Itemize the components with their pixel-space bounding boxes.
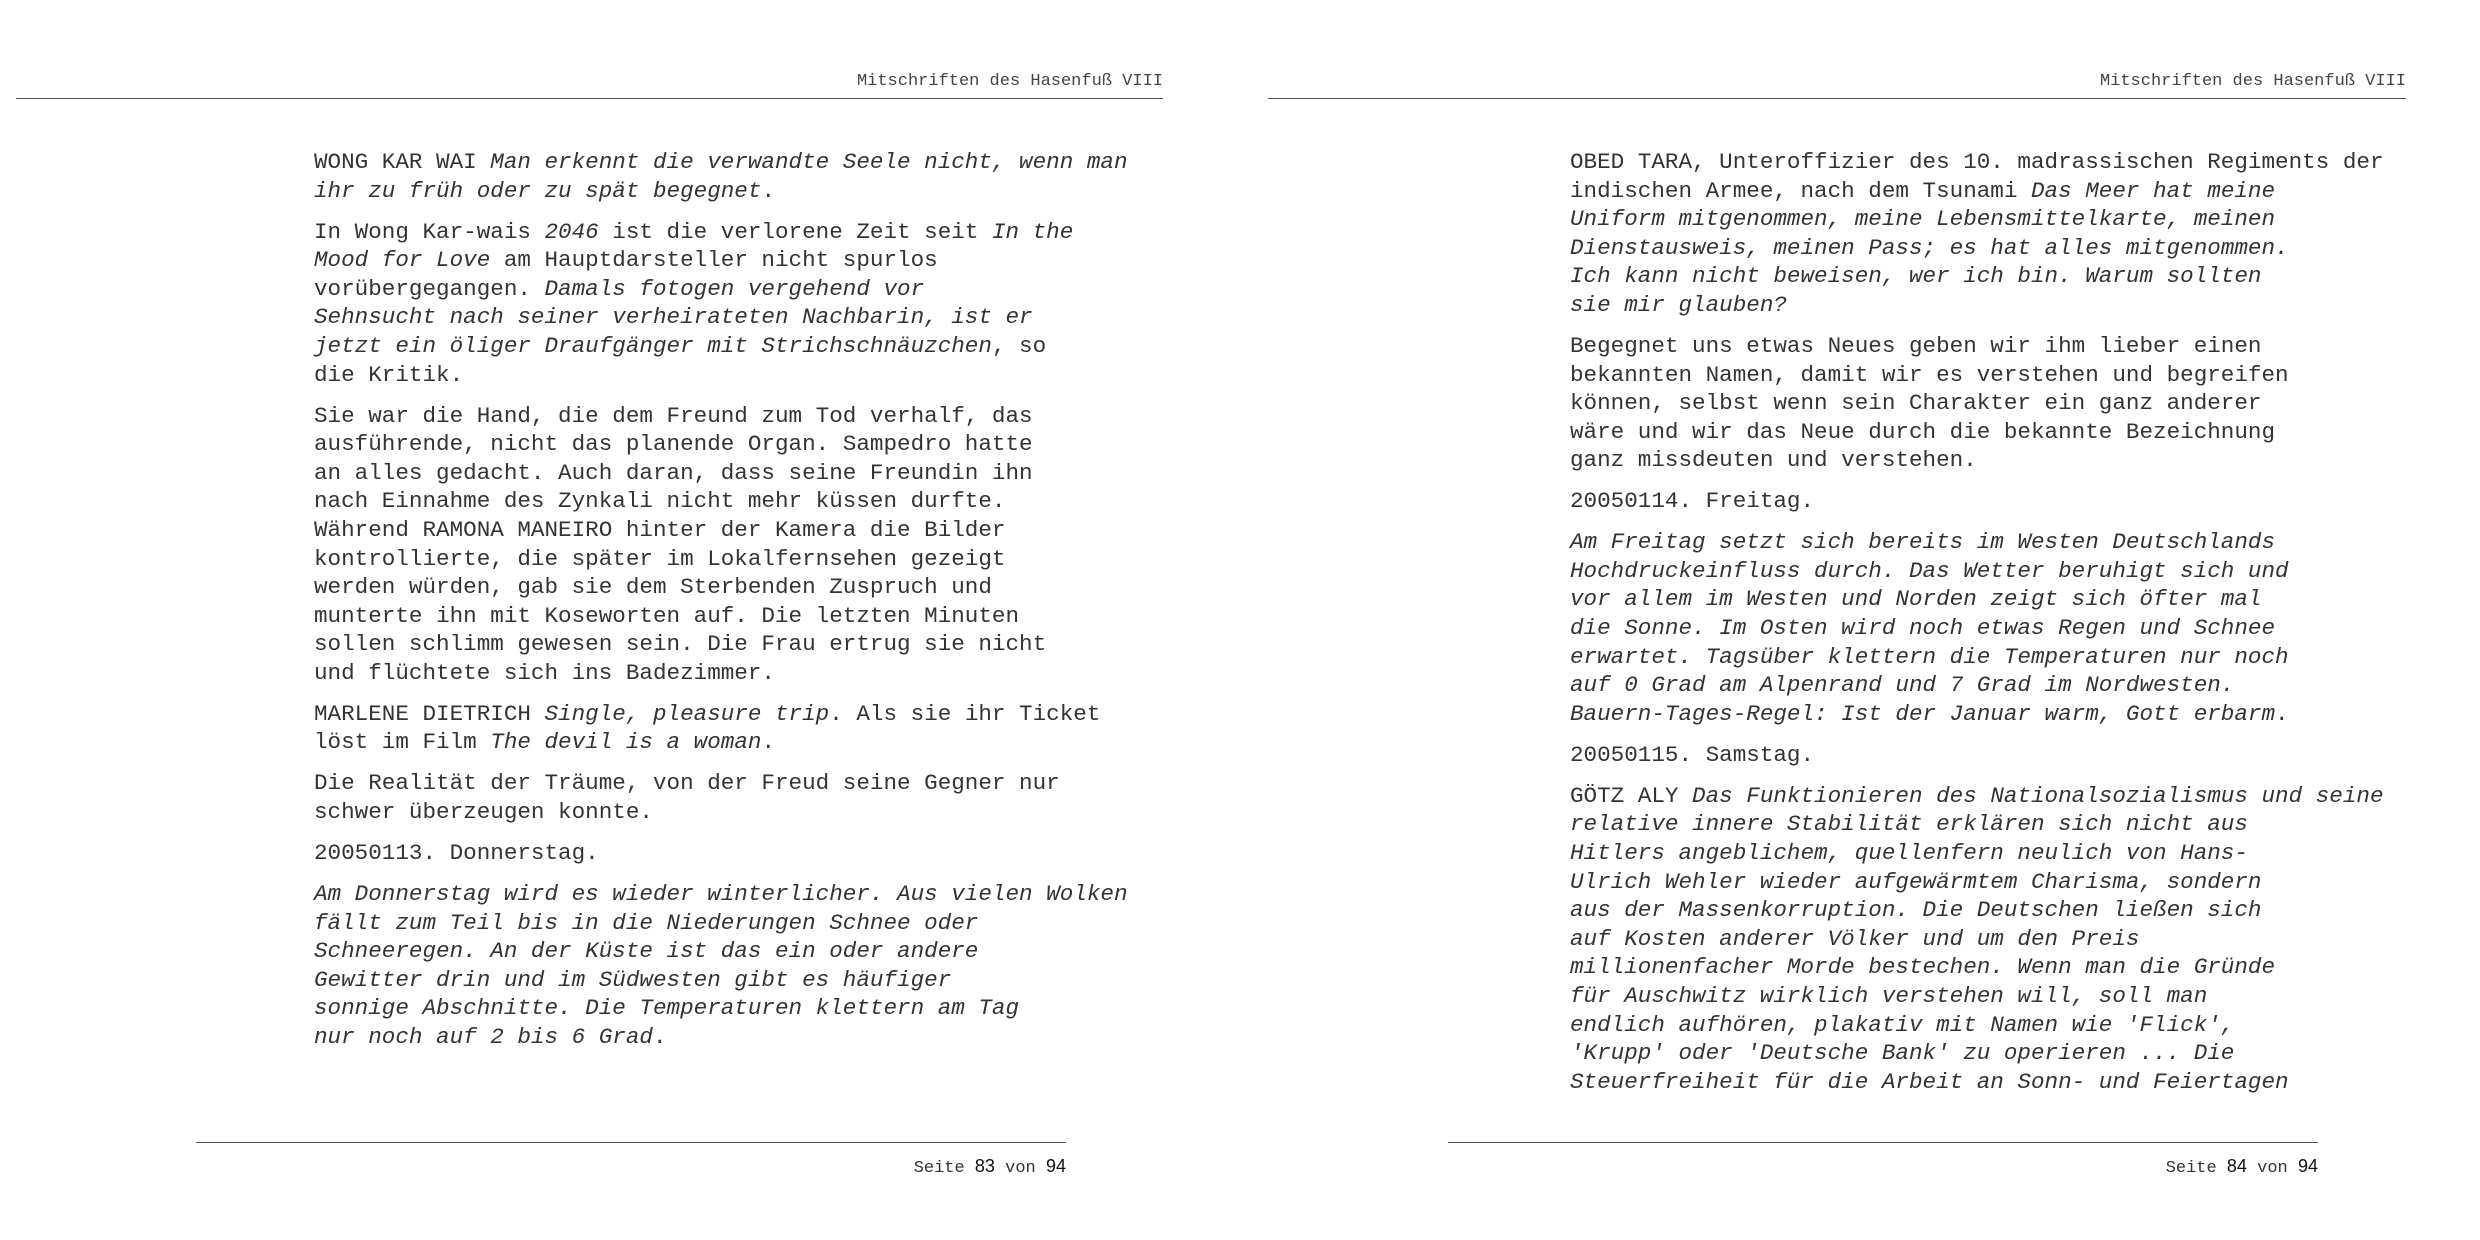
text-run: ist die verlorene Zeit seit: [598, 218, 992, 245]
text-line: [314, 148, 1128, 177]
italic-text: Sehnsucht nach seiner verheirateten Nachbarin, ist er: [314, 304, 1033, 331]
text-run: löst im Film: [314, 729, 491, 756]
paragraph: [314, 880, 1128, 1052]
text-run: In Wong Kar-wais: [314, 218, 545, 245]
text-line: [1570, 671, 2380, 700]
footer-prefix: Seite: [913, 1159, 975, 1178]
text-run: vorübergegangen.: [314, 275, 545, 302]
italic-text: aus der Massenkorruption. Die Deutschen ließen sich: [1570, 897, 2262, 924]
italic-text: sonnige Abschnitte. Die Temperaturen klettern am Tag: [314, 995, 1020, 1022]
page-footer: [1918, 1156, 2318, 1178]
italic-text: für Auschwitz wirklich verstehen will, soll man: [1570, 982, 2208, 1009]
text-run: ganz missdeuten und verstehen.: [1570, 447, 1977, 474]
text-line: [1570, 291, 2380, 320]
page-total: 94: [2297, 1156, 2318, 1176]
text-run: die Kritik.: [314, 361, 464, 388]
text-line: [1570, 643, 2380, 672]
italic-text: millionenfacher Morde bestechen. Wenn man die Gründe: [1570, 954, 2276, 981]
text-run: Sie war die Hand, die dem Freund zum Tod verhalf, das: [314, 402, 1033, 429]
footer-separator: von: [994, 1159, 1046, 1178]
text-line: [314, 303, 1124, 332]
paragraph: [1570, 741, 2380, 770]
italic-text: sie mir glauben?: [1570, 291, 1787, 318]
paragraph: [314, 148, 1128, 205]
paragraph: [314, 839, 1124, 868]
text-line: [314, 246, 1124, 275]
right-page: [1240, 0, 2480, 1240]
text-line: [1570, 925, 2380, 954]
italic-text: die Sonne. Im Osten wird noch etwas Regen und Schnee: [1570, 615, 2276, 642]
text-run: OBED TARA, Unteroffizier des 10. madrassischen Regiments der: [1570, 149, 2384, 175]
text-line: [1570, 361, 2380, 390]
italic-text: Bauern-Tages-Regel: Ist der Januar warm, Gott erbarm: [1570, 700, 2276, 727]
text-run: Begegnet uns etwas Neues geben wir ihm lieber einen: [1570, 332, 2262, 359]
italic-text: erwartet. Tagsüber klettern die Temperaturen nur noch: [1570, 643, 2289, 670]
text-line: [314, 545, 1124, 574]
text-line: [314, 700, 1124, 729]
text-line: [314, 430, 1124, 459]
page-body: [1570, 148, 2384, 1109]
text-run: .: [652, 1023, 667, 1050]
italic-text: auf 0 Grad am Alpenrand und 7 Grad im Nordwesten.: [1570, 672, 2235, 699]
running-header: Mitschriften des Hasenfuß VIII: [2099, 72, 2406, 91]
text-line: [1570, 982, 2380, 1011]
text-line: [1570, 528, 2380, 557]
text-line: [1570, 177, 2380, 206]
italic-text: Am Freitag setzt sich bereits im Westen Deutschlands: [1570, 529, 2276, 556]
text-line: [314, 177, 1124, 206]
header-rule: [16, 98, 1163, 99]
text-line: [314, 487, 1124, 516]
italic-text: vor allem im Westen und Norden zeigt sich öfter mal: [1570, 586, 2262, 613]
text-run: 20050113. Donnerstag.: [314, 840, 599, 867]
page-body: [314, 148, 1128, 1064]
italic-text: auf Kosten anderer Völker und um den Preis: [1570, 925, 2140, 952]
paragraph: [314, 700, 1124, 757]
text-run: , so: [991, 332, 1047, 359]
text-line: [1570, 782, 2384, 811]
running-header: Mitschriften des Hasenfuß VIII: [856, 72, 1163, 91]
text-run: . Als sie ihr Ticket: [829, 700, 1101, 727]
text-line: [1570, 896, 2380, 925]
text-run: wäre und wir das Neue durch die bekannte Bezeichnung: [1570, 418, 2276, 445]
italic-text: Uniform mitgenommen, meine Lebensmittelkarte, meinen: [1570, 206, 2276, 233]
text-line: [314, 966, 1124, 995]
text-line: [1570, 585, 2380, 614]
paragraph: [1570, 332, 2380, 475]
text-line: [314, 361, 1124, 390]
text-line: [1570, 700, 2380, 729]
text-line: [314, 516, 1124, 545]
text-run: Die Realität der Träume, von der Freud seine Gegner nur: [314, 770, 1060, 797]
text-run: bekannten Namen, damit wir es verstehen und begreifen: [1570, 361, 2289, 388]
header-rule: [1268, 98, 2406, 99]
text-line: [314, 659, 1124, 688]
text-run: am Hauptdarsteller nicht spurlos: [490, 247, 938, 274]
page-total: 94: [1045, 1156, 1066, 1176]
italic-text: relative innere Stabilität erklären sich nicht aus: [1570, 811, 2248, 838]
italic-text: Dienstausweis, meinen Pass; es hat alles mitgenommen.: [1570, 234, 2289, 261]
italic-text: Ulrich Wehler wieder aufgewärmtem Charisma, sondern: [1570, 868, 2262, 895]
text-line: [1570, 614, 2380, 643]
text-line: [1570, 1039, 2380, 1068]
italic-text: nur noch auf 2 bis 6 Grad: [314, 1023, 653, 1050]
page-number: 83: [974, 1156, 995, 1176]
italic-text: 'Krupp' oder 'Deutsche Bank' zu operieren ... Die: [1570, 1040, 2235, 1067]
italic-text: Schneeregen. An der Küste ist das ein oder andere: [314, 938, 979, 965]
italic-text: Das Funktionieren des Nationalsozialismus und seine: [1692, 782, 2384, 809]
text-run: WONG KAR WAI: [314, 149, 491, 175]
text-run: MARLENE DIETRICH: [314, 700, 545, 727]
paragraph: [314, 402, 1124, 688]
page-number: 84: [2226, 1156, 2247, 1176]
italic-text: Ich kann nicht beweisen, wer ich bin. Warum sollten: [1570, 263, 2262, 290]
italic-text: Das Meer hat meine: [2031, 177, 2276, 204]
footer-separator: von: [2246, 1159, 2298, 1178]
text-line: [1570, 446, 2380, 475]
text-line: [1570, 332, 2380, 361]
text-run: munterte ihn mit Koseworten auf. Die letzten Minuten: [314, 602, 1020, 629]
text-line: [1570, 953, 2380, 982]
text-line: [1570, 487, 2380, 516]
text-line: [314, 459, 1124, 488]
text-line: [314, 909, 1124, 938]
text-run: ausführende, nicht das planende Organ. Sampedro hatte: [314, 431, 1033, 458]
italic-text: fällt zum Teil bis in die Niederungen Schnee oder: [314, 909, 979, 936]
footer-prefix: Seite: [2165, 1159, 2227, 1178]
italic-text: jetzt ein öliger Draufgänger mit Strichschnäuzchen: [314, 332, 992, 359]
italic-text: Hochdruckeinfluss durch. Das Wetter beruhigt sich und: [1570, 557, 2289, 584]
text-run: GÖTZ ALY: [1570, 782, 1693, 809]
text-line: [1570, 389, 2380, 418]
italic-text: Man erkennt die verwandte Seele nicht, wenn man: [490, 149, 1128, 175]
text-run: 20050114. Freitag.: [1570, 488, 1815, 515]
text-line: [1570, 868, 2380, 897]
text-line: [314, 994, 1124, 1023]
text-line: [314, 602, 1124, 631]
text-run: schwer überzeugen konnte.: [314, 799, 653, 826]
text-line: [314, 769, 1124, 798]
paragraph: [314, 218, 1124, 390]
text-line: [1570, 741, 2380, 770]
text-line: [314, 798, 1124, 827]
text-line: [1570, 839, 2380, 868]
italic-text: Damals fotogen vergehend vor: [544, 275, 925, 302]
italic-text: endlich aufhören, plakativ mit Namen wie 'Flick',: [1570, 1011, 2235, 1038]
text-run: sollen schlimm gewesen sein. Die Frau ertrug sie nicht: [314, 631, 1047, 658]
text-line: [314, 218, 1124, 247]
text-run: werden würden, gab sie dem Sterbenden Zuspruch und: [314, 574, 992, 601]
paragraph: [1570, 148, 2384, 320]
text-run: und flüchtete sich ins Badezimmer.: [314, 659, 775, 686]
text-line: [314, 1023, 1124, 1052]
italic-text: Hitlers angeblichem, quellenfern neulich von Hans-: [1570, 840, 2248, 867]
text-line: [314, 728, 1124, 757]
italic-text: In the: [991, 218, 1074, 245]
italic-text: Steuerfreiheit für die Arbeit an Sonn- und Feiertagen: [1570, 1068, 2289, 1095]
text-run: können, selbst wenn sein Charakter ein ganz anderer: [1570, 390, 2262, 417]
text-line: [314, 275, 1124, 304]
text-line: [314, 402, 1124, 431]
text-run: Während RAMONA MANEIRO hinter der Kamera die Bilder: [314, 516, 1006, 543]
text-run: kontrollierte, die später im Lokalfernsehen gezeigt: [314, 545, 1006, 572]
text-line: [1570, 1068, 2380, 1097]
text-line: [1570, 418, 2380, 447]
text-run: .: [761, 729, 775, 756]
italic-text: 2046: [544, 218, 599, 245]
text-line: [1570, 262, 2380, 291]
text-run: .: [2275, 700, 2289, 727]
italic-text: Mood for Love: [314, 247, 491, 274]
text-line: [314, 839, 1124, 868]
paragraph: [1570, 782, 2384, 1097]
italic-text: Single, pleasure trip: [544, 700, 830, 727]
text-line: [314, 630, 1124, 659]
text-line: [314, 573, 1124, 602]
text-run: an alles gedacht. Auch daran, dass seine Freundin ihn: [314, 459, 1033, 486]
text-line: [1570, 557, 2380, 586]
italic-text: The devil is a woman: [490, 729, 762, 756]
text-run: .: [761, 177, 775, 204]
italic-text: Gewitter drin und im Südwesten gibt es häufiger: [314, 966, 952, 993]
text-line: [1570, 810, 2380, 839]
italic-text: Am Donnerstag wird es wieder winterlicher. Aus vielen Wolken: [314, 881, 1128, 907]
paragraph: [1570, 528, 2380, 728]
page-footer: [666, 1156, 1066, 1178]
text-run: indischen Armee, nach dem Tsunami: [1570, 177, 2031, 204]
paragraph: [1570, 487, 2380, 516]
text-line: [1570, 205, 2380, 234]
footer-rule: [196, 1142, 1066, 1143]
text-line: [314, 937, 1124, 966]
paragraph: [314, 769, 1124, 826]
text-run: 20050115. Samstag.: [1570, 741, 1815, 768]
footer-rule: [1448, 1142, 2318, 1143]
text-line: [1570, 148, 2384, 177]
text-line: [1570, 234, 2380, 263]
text-line: [314, 880, 1128, 909]
text-line: [1570, 1011, 2380, 1040]
italic-text: ihr zu früh oder zu spät begegnet: [314, 177, 762, 204]
text-run: nach Einnahme des Zynkali nicht mehr küssen durfte.: [314, 488, 1006, 515]
text-line: [314, 332, 1124, 361]
